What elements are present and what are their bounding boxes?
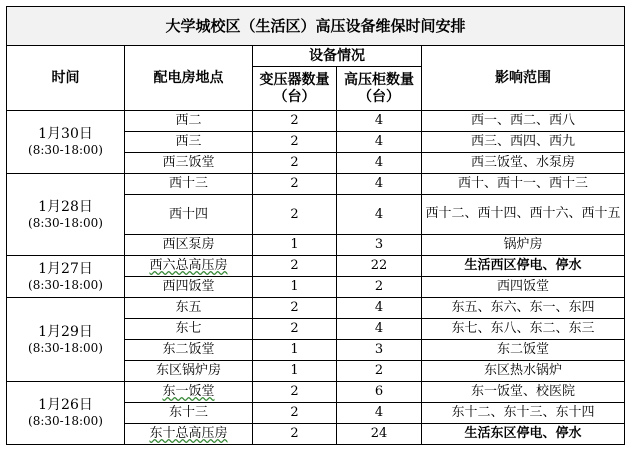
transformers-cell: 1 bbox=[253, 340, 337, 361]
header-location: 配电房地点 bbox=[125, 46, 253, 111]
table-title: 大学城校区（生活区）高压设备维保时间安排 bbox=[7, 7, 625, 46]
cabinets-cell: 3 bbox=[337, 340, 422, 361]
header-time: 时间 bbox=[7, 46, 125, 111]
transformers-cell: 2 bbox=[253, 424, 337, 445]
location-cell: 东二饭堂 bbox=[125, 340, 253, 361]
cabinets-cell: 4 bbox=[337, 174, 422, 195]
date-cell bbox=[7, 256, 125, 298]
cabinets-cell: 24 bbox=[337, 424, 422, 445]
transformers-cell: 2 bbox=[253, 111, 337, 132]
location-cell: 东十三 bbox=[125, 403, 253, 424]
hours-label: (8:30-18:00) bbox=[28, 143, 103, 158]
scope-cell: 锅炉房 bbox=[422, 235, 625, 256]
table-row bbox=[7, 298, 625, 319]
cabinets-cell: 22 bbox=[337, 256, 422, 277]
location-cell: 西十四 bbox=[125, 195, 253, 235]
header-equipment: 设备情况 bbox=[253, 46, 422, 67]
date-cell bbox=[7, 111, 125, 174]
hours-label: (8:30-18:00) bbox=[28, 215, 103, 230]
date-label: 1月30日 bbox=[38, 126, 93, 143]
location-cell: 东区锅炉房 bbox=[125, 361, 253, 382]
cabinets-cell: 6 bbox=[337, 382, 422, 403]
location-cell: 东七 bbox=[125, 319, 253, 340]
scope-cell: 西三、西四、西九 bbox=[422, 132, 625, 153]
location-cell bbox=[125, 424, 253, 445]
date-label: 1月27日 bbox=[38, 260, 93, 277]
scope-cell: 西一、西二、西八 bbox=[422, 111, 625, 132]
scope-cell: 西三饭堂、水泵房 bbox=[422, 153, 625, 174]
cabinets-cell: 4 bbox=[337, 153, 422, 174]
transformers-cell: 1 bbox=[253, 277, 337, 298]
scope-cell: 东区热水锅炉 bbox=[422, 361, 625, 382]
scope-cell: 东七、东八、东二、东三 bbox=[422, 319, 625, 340]
location-cell: 西二 bbox=[125, 111, 253, 132]
cabinets-cell: 3 bbox=[337, 235, 422, 256]
transformers-cell: 2 bbox=[253, 153, 337, 174]
hours-label: (8:30-18:00) bbox=[28, 340, 103, 355]
header-hv-cabinets: 高压柜数量（台） bbox=[337, 67, 422, 111]
cabinets-cell: 4 bbox=[337, 132, 422, 153]
table-row bbox=[7, 111, 625, 132]
transformers-cell: 2 bbox=[253, 195, 337, 235]
date-label: 1月26日 bbox=[38, 397, 93, 414]
transformers-cell: 2 bbox=[253, 382, 337, 403]
date-cell bbox=[7, 174, 125, 256]
transformers-cell: 2 bbox=[253, 132, 337, 153]
date-cell bbox=[7, 382, 125, 445]
location-cell: 东五 bbox=[125, 298, 253, 319]
transformers-cell: 1 bbox=[253, 361, 337, 382]
scope-cell: 西十、西十一、西十三 bbox=[422, 174, 625, 195]
scope-cell: 西四饭堂 bbox=[422, 277, 625, 298]
scope-cell: 东二饭堂 bbox=[422, 340, 625, 361]
maintenance-schedule-table bbox=[6, 6, 625, 445]
cabinets-cell: 2 bbox=[337, 277, 422, 298]
scope-cell: 生活东区停电、停水 bbox=[422, 424, 625, 445]
transformers-cell: 1 bbox=[253, 235, 337, 256]
location-text: 东一饭堂 bbox=[162, 384, 215, 400]
transformers-cell: 2 bbox=[253, 174, 337, 195]
location-cell: 西四饭堂 bbox=[125, 277, 253, 298]
transformers-cell: 2 bbox=[253, 298, 337, 319]
table-row bbox=[7, 174, 625, 195]
location-cell bbox=[125, 382, 253, 403]
cabinets-cell: 4 bbox=[337, 111, 422, 132]
table-row bbox=[7, 256, 625, 277]
location-text: 西六总高压房 bbox=[149, 258, 228, 274]
location-cell: 西区泵房 bbox=[125, 235, 253, 256]
scope-cell: 东一饭堂、校医院 bbox=[422, 382, 625, 403]
cabinets-cell: 2 bbox=[337, 361, 422, 382]
hours-label: (8:30-18:00) bbox=[28, 277, 103, 292]
scope-cell: 西十二、西十四、西十六、西十五 bbox=[422, 195, 625, 235]
date-cell bbox=[7, 298, 125, 382]
location-cell: 西三饭堂 bbox=[125, 153, 253, 174]
cabinets-cell: 4 bbox=[337, 403, 422, 424]
date-label: 1月28日 bbox=[38, 198, 93, 215]
hours-label: (8:30-18:00) bbox=[28, 414, 103, 429]
scope-cell: 东十二、东十三、东十四 bbox=[422, 403, 625, 424]
transformers-cell: 2 bbox=[253, 256, 337, 277]
header-transformers: 变压器数量（台） bbox=[253, 67, 337, 111]
header-scope: 影响范围 bbox=[422, 46, 625, 111]
location-cell: 西十三 bbox=[125, 174, 253, 195]
scope-cell: 生活西区停电、停水 bbox=[422, 256, 625, 277]
table-row bbox=[7, 382, 625, 403]
cabinets-cell: 4 bbox=[337, 195, 422, 235]
cabinets-cell: 4 bbox=[337, 298, 422, 319]
scope-cell: 东五、东六、东一、东四 bbox=[422, 298, 625, 319]
location-cell: 西三 bbox=[125, 132, 253, 153]
location-text: 东十总高压房 bbox=[149, 426, 228, 442]
date-label: 1月29日 bbox=[38, 323, 93, 340]
cabinets-cell: 4 bbox=[337, 319, 422, 340]
transformers-cell: 2 bbox=[253, 403, 337, 424]
transformers-cell: 2 bbox=[253, 319, 337, 340]
location-cell bbox=[125, 256, 253, 277]
